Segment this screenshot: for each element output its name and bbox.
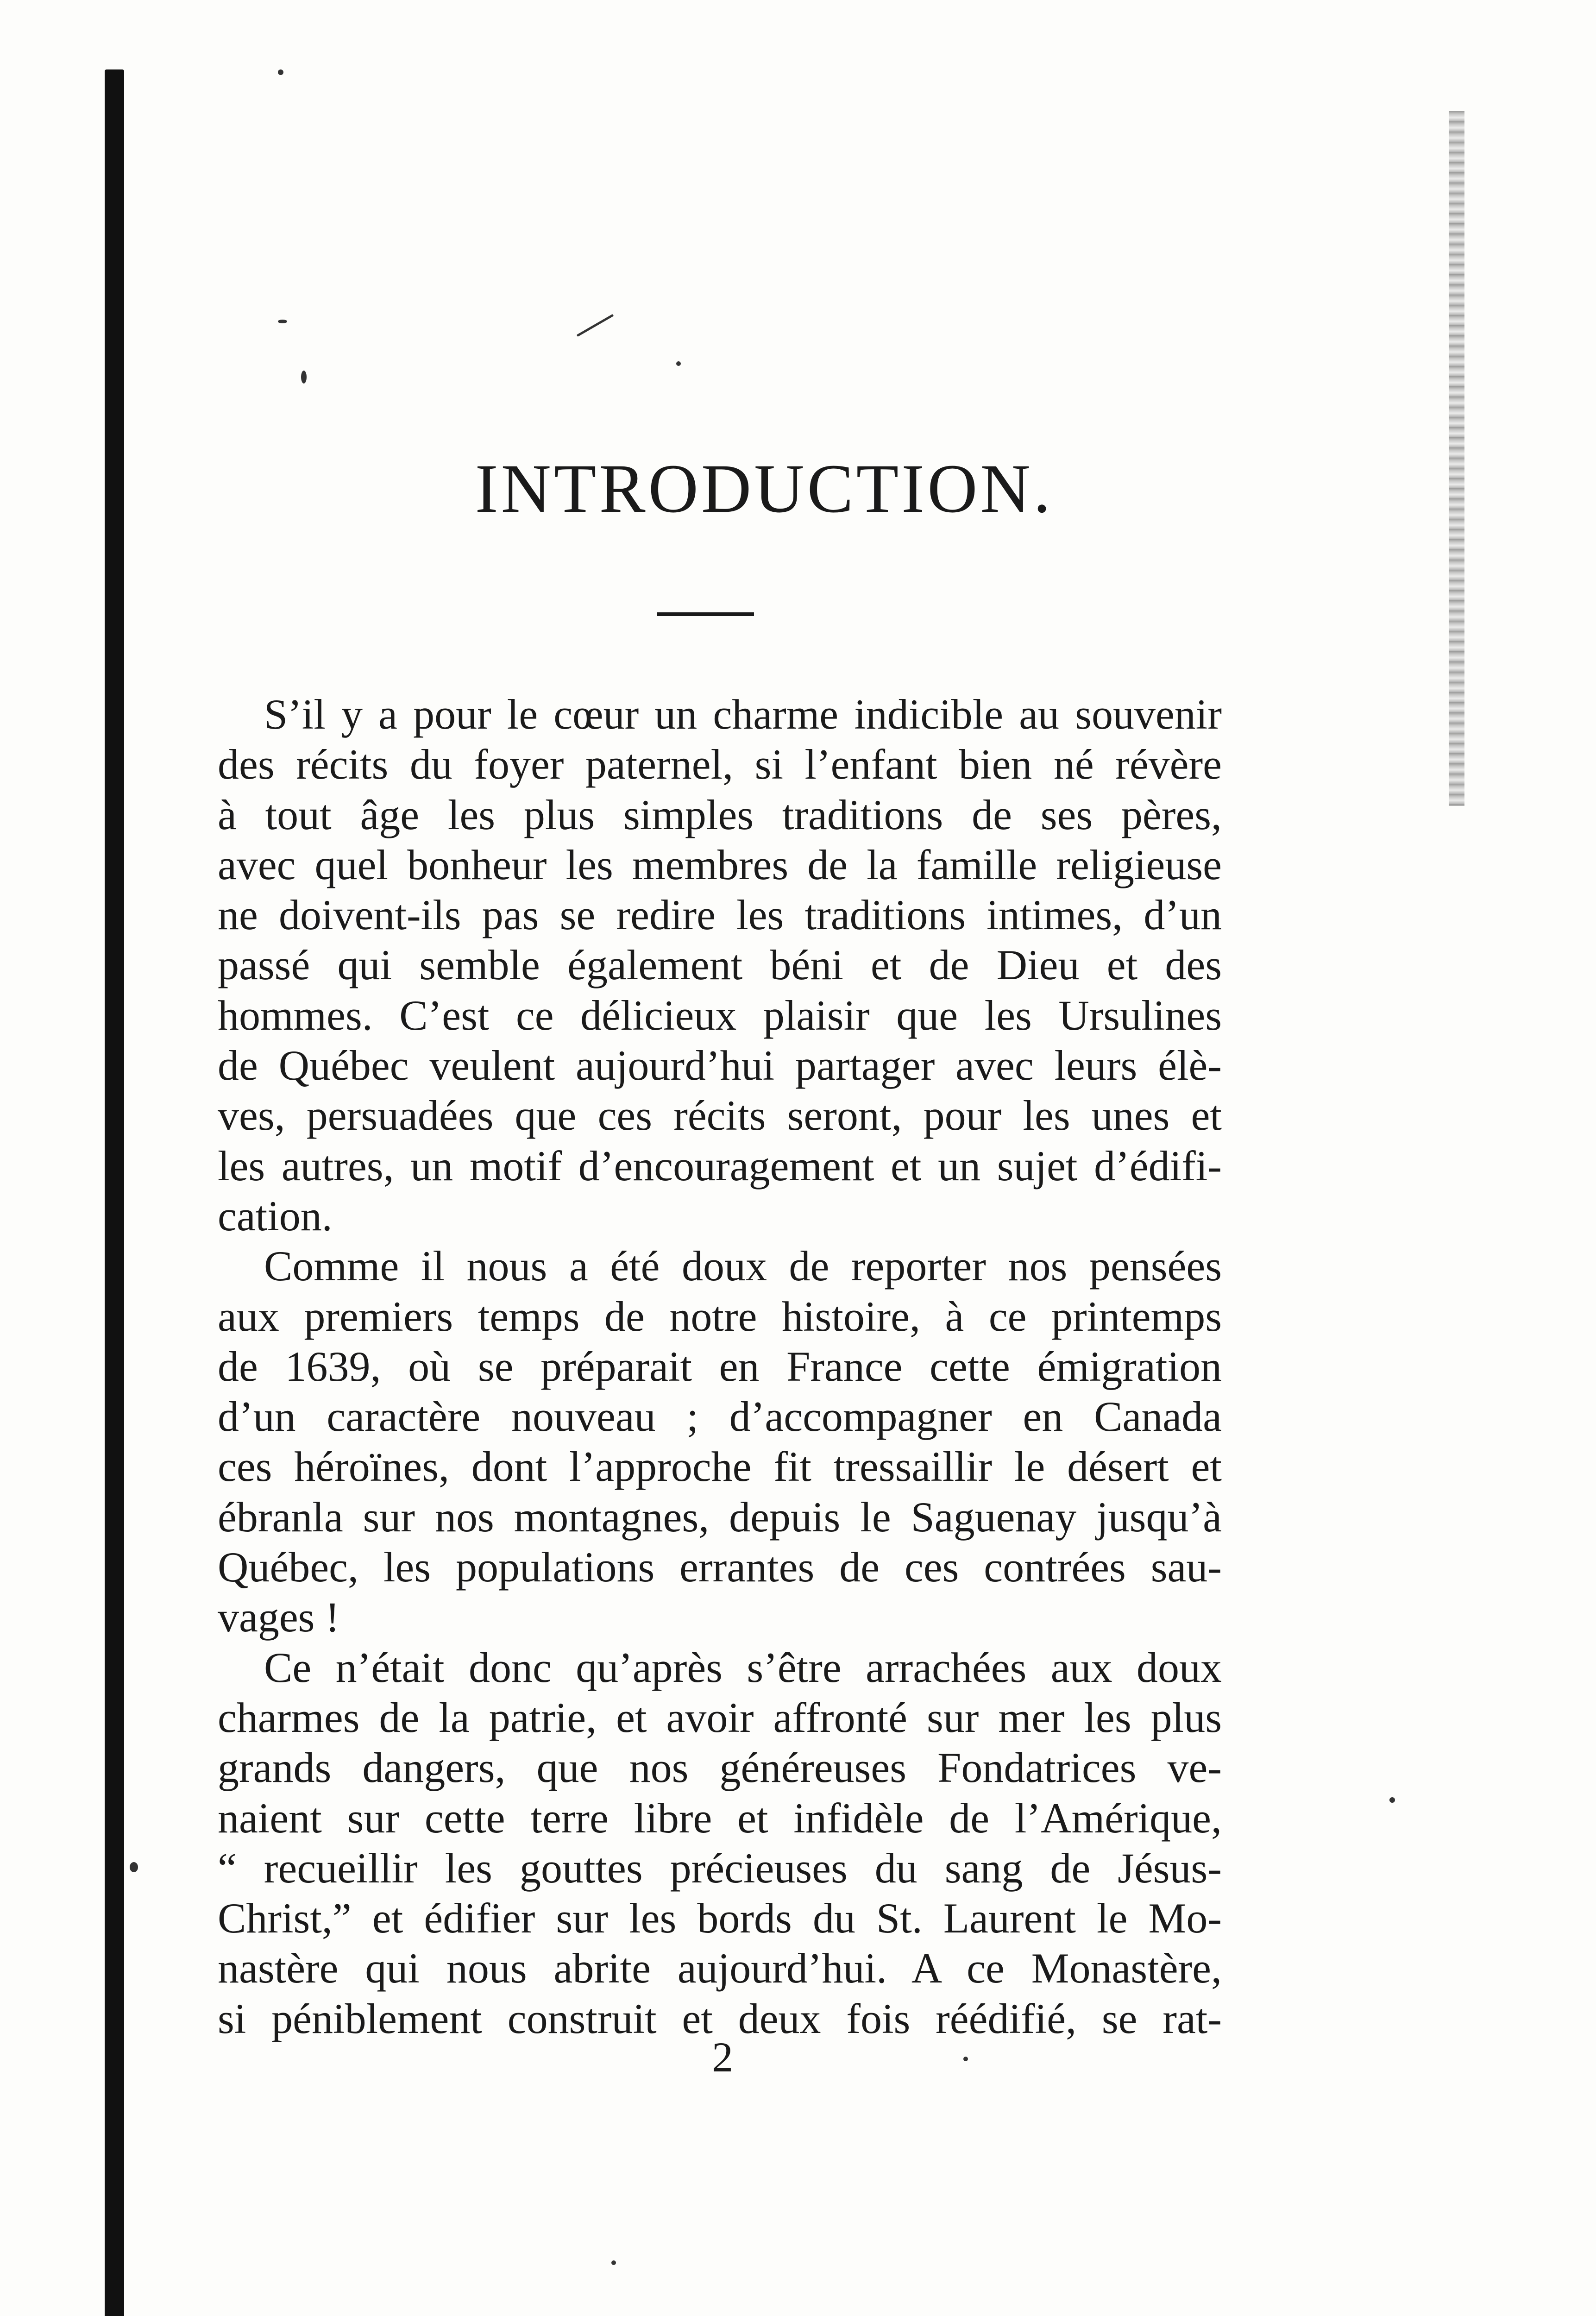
text-line: Christ,” et édifier sur les bords du St. Laurent le Mo- xyxy=(218,1894,1222,1942)
text-line: d’un caractère nouveau ; d’accompagner en Canada xyxy=(218,1393,1222,1441)
text-line: nastère qui nous abrite aujourd’hui. A ce Monastère, xyxy=(218,1945,1222,1992)
ink-speck xyxy=(278,320,287,323)
text-line: S’il y a pour le cœur un charme indicible au souvenir xyxy=(264,691,1222,738)
heading-rule xyxy=(657,612,754,616)
page-number: 2 xyxy=(712,2033,733,2081)
text-line: ne doivent-ils pas se redire les traditions intimes, d’un xyxy=(218,891,1222,939)
paragraph-2 xyxy=(218,1241,1222,1642)
text-line: charmes de la patrie, et avoir affronté sur mer les plus xyxy=(218,1693,1222,1741)
text-line: cation. xyxy=(218,1192,333,1240)
text-line: aux premiers temps de notre histoire, à ce printemps xyxy=(218,1292,1222,1340)
ink-speck xyxy=(130,1862,138,1872)
ink-speck xyxy=(301,371,307,384)
chapter-heading: INTRODUCTION. xyxy=(475,450,1054,527)
text-line: des récits du foyer paternel, si l’enfant bien né révère xyxy=(218,741,1222,788)
text-line: à tout âge les plus simples traditions de ses pères, xyxy=(218,791,1222,838)
text-line: ces héroïnes, dont l’approche fit tressaillir le désert et xyxy=(218,1443,1222,1491)
text-line: Ce n’était donc qu’après s’être arrachées aux doux xyxy=(264,1643,1222,1691)
text-line: vages ! xyxy=(218,1593,340,1641)
binding-edge xyxy=(105,69,124,2316)
text-line: ves, persuadées que ces récits seront, pour les unes et xyxy=(218,1092,1222,1139)
text-line: Québec, les populations errantes de ces contrées sau- xyxy=(218,1543,1222,1591)
body-text xyxy=(218,689,1222,2044)
paragraph-1 xyxy=(218,689,1222,1241)
text-line: avec quel bonheur les membres de la famille religieuse xyxy=(218,841,1222,888)
ink-speck xyxy=(676,361,681,366)
text-line: hommes. C’est ce délicieux plaisir que les Ursulines xyxy=(218,991,1222,1039)
text-line: ébranla sur nos montagnes, depuis le Saguenay jusqu’à xyxy=(218,1493,1222,1541)
text-line: de Québec veulent aujourd’hui partager avec leurs élè- xyxy=(218,1042,1222,1089)
ink-speck xyxy=(1389,1797,1395,1803)
paragraph-3 xyxy=(218,1643,1222,2044)
text-line: naient sur cette terre libre et infidèle de l’Amérique, xyxy=(218,1794,1222,1842)
text-line: “ recueillir les gouttes précieuses du sang de Jésus- xyxy=(218,1844,1222,1892)
text-line: Comme il nous a été doux de reporter nos pensées xyxy=(264,1242,1222,1290)
ink-speck xyxy=(963,2057,968,2061)
ink-speck xyxy=(611,2260,616,2265)
text-line: si péniblement construit et deux fois réédifié, se rat- xyxy=(218,1995,1222,2042)
ink-speck xyxy=(278,69,283,75)
text-line: les autres, un motif d’encouragement et un sujet d’édifi- xyxy=(218,1142,1222,1189)
text-line: de 1639, où se préparait en France cette émigration xyxy=(218,1342,1222,1390)
text-line: passé qui semble également béni et de Dieu et des xyxy=(218,941,1222,989)
text-line: grands dangers, que nos généreuses Fondatrices ve- xyxy=(218,1744,1222,1792)
page-edge-shadow xyxy=(1449,111,1464,806)
ink-speck xyxy=(577,314,614,337)
